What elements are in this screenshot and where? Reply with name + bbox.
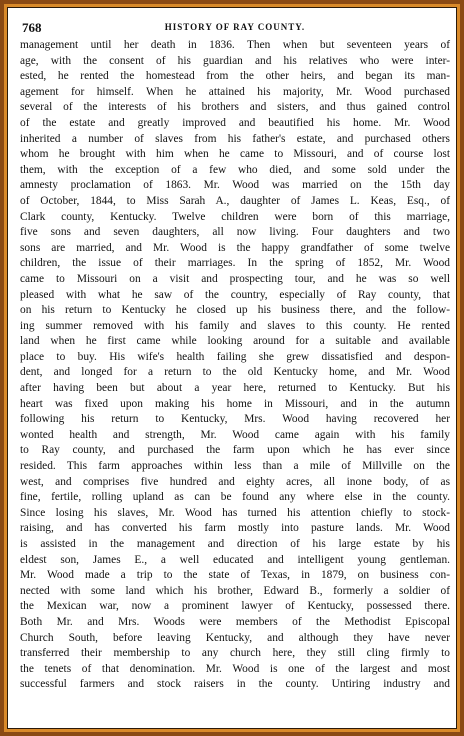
text-line: successful farmers and stock raisers in the county. Untiring industry and <box>20 678 450 691</box>
text-line: the Mexican war, now a prominent lawyer of Kentucky, possessed there. <box>20 600 450 613</box>
text-line: Both Mr. and Mrs. Woods were members of the Methodist Episcopal <box>20 615 450 628</box>
text-line: agement for himself. When he attained his majority, Mr. Wood purchased <box>20 85 450 98</box>
text-line: of the estate and greatly improved and beautified his home. Mr. Wood <box>20 116 450 129</box>
text-line: fine, fertile, rolling upland as can be found any where else in the county. <box>20 491 450 504</box>
text-line: resided. This farm approaches within less than a mile of Millville on the <box>20 460 450 473</box>
text-line: Church South, before leaving Kentucky, and although they have never <box>20 631 450 644</box>
body-text <box>20 38 450 693</box>
text-line: children, the issue of their marriages. In the spring of 1852, Mr. Wood <box>20 257 450 270</box>
text-line: to Ray county, and purchased the farm upon which he has ever since <box>20 444 450 457</box>
text-line: heart was fixed upon making his home in Missouri, and in the autumn <box>20 397 450 410</box>
text-line: Clark county, Kentucky. Twelve children were born of this marriage, <box>20 210 450 223</box>
text-line: land when he first came while looking around for a suitable and available <box>20 335 450 348</box>
text-line: ing summer removed with his family and slaves to this county. He rented <box>20 319 450 332</box>
text-line: is assisted in the management and direction of his large estate by his <box>20 538 450 550</box>
text-line: them, with the exception of a few who died, and some sold under the <box>20 163 450 176</box>
text-line: eldest son, James E., a well educated and intelligent young gentleman. <box>20 553 450 566</box>
page-paper <box>7 7 457 729</box>
text-line: pleased with what he saw of the country, especially of Ray county, that <box>20 288 450 301</box>
text-line: Since losing his slaves, Mr. Wood has turned his attention chiefly to stock- <box>20 506 450 519</box>
running-title: HISTORY OF RAY COUNTY. <box>164 22 306 32</box>
text-line: west, and comprises five hundred and eighty acres, all inone body, of as <box>20 475 450 488</box>
text-line: dent, and longed for a return to the old Kentucky home, and Mr. Wood <box>20 366 450 379</box>
text-line: five sons and seven daughters, all now living. Four daughters and two <box>20 226 450 239</box>
text-line: sons are married, and Mr. Wood is the happy grandfather of some twelve <box>20 241 450 254</box>
text-line: the tenets of that denomination. Mr. Wood is one of the largest and most <box>20 662 450 675</box>
text-line: on his return to Kentucky he closed up his business there, and the follow- <box>20 304 450 317</box>
text-line: several of the interests of his brothers and sisters, and thus gained control <box>20 101 450 114</box>
text-line: came to Missouri on a visit and prospecting tour, and he was so well <box>20 272 450 285</box>
text-line: place to buy. His wife's health failing she grew dissatisfied and despon- <box>20 350 450 363</box>
text-line: amnesty proclamation of 1863. Mr. Wood was married on the 15th day <box>20 179 450 192</box>
text-line: whom he brought with him when he came to Missouri, and of course lost <box>20 148 450 161</box>
text-line: following his return to Kentucky, Mrs. Wood having recovered her <box>20 413 450 426</box>
text-line: nected with some land which his brother, Edward B., formerly a soldier of <box>20 584 450 597</box>
page-header <box>20 16 450 38</box>
book-page <box>20 16 450 730</box>
page-number: 768 <box>22 20 42 35</box>
text-line: of October, 1844, to Miss Sarah A., daughter of James L. Keas, Esq., of <box>20 194 450 207</box>
text-line: age, with the consent of his guardian and his relatives who were inter- <box>20 54 450 67</box>
text-line: Mr. Wood made a trip to the state of Texas, in 1879, on business con- <box>20 569 450 582</box>
text-line: management until her death in 1836. Then when but seventeen years of <box>20 39 450 51</box>
text-line: inherited a number of slaves from his father's estate, and purchased others <box>20 132 450 145</box>
text-line: transferred their membership to any church here, they still cling firmly to <box>20 647 450 660</box>
text-line: wonted health and strength, Mr. Wood came again with his family <box>20 428 450 441</box>
text-line: after having been but about a year here, returned to Kentucky. But his <box>20 382 450 395</box>
text-line: ested, he rented the homestead from the other heirs, and began its man- <box>20 70 450 83</box>
text-line: raising, and has converted his farm mostly into pasture lands. Mr. Wood <box>20 522 450 535</box>
